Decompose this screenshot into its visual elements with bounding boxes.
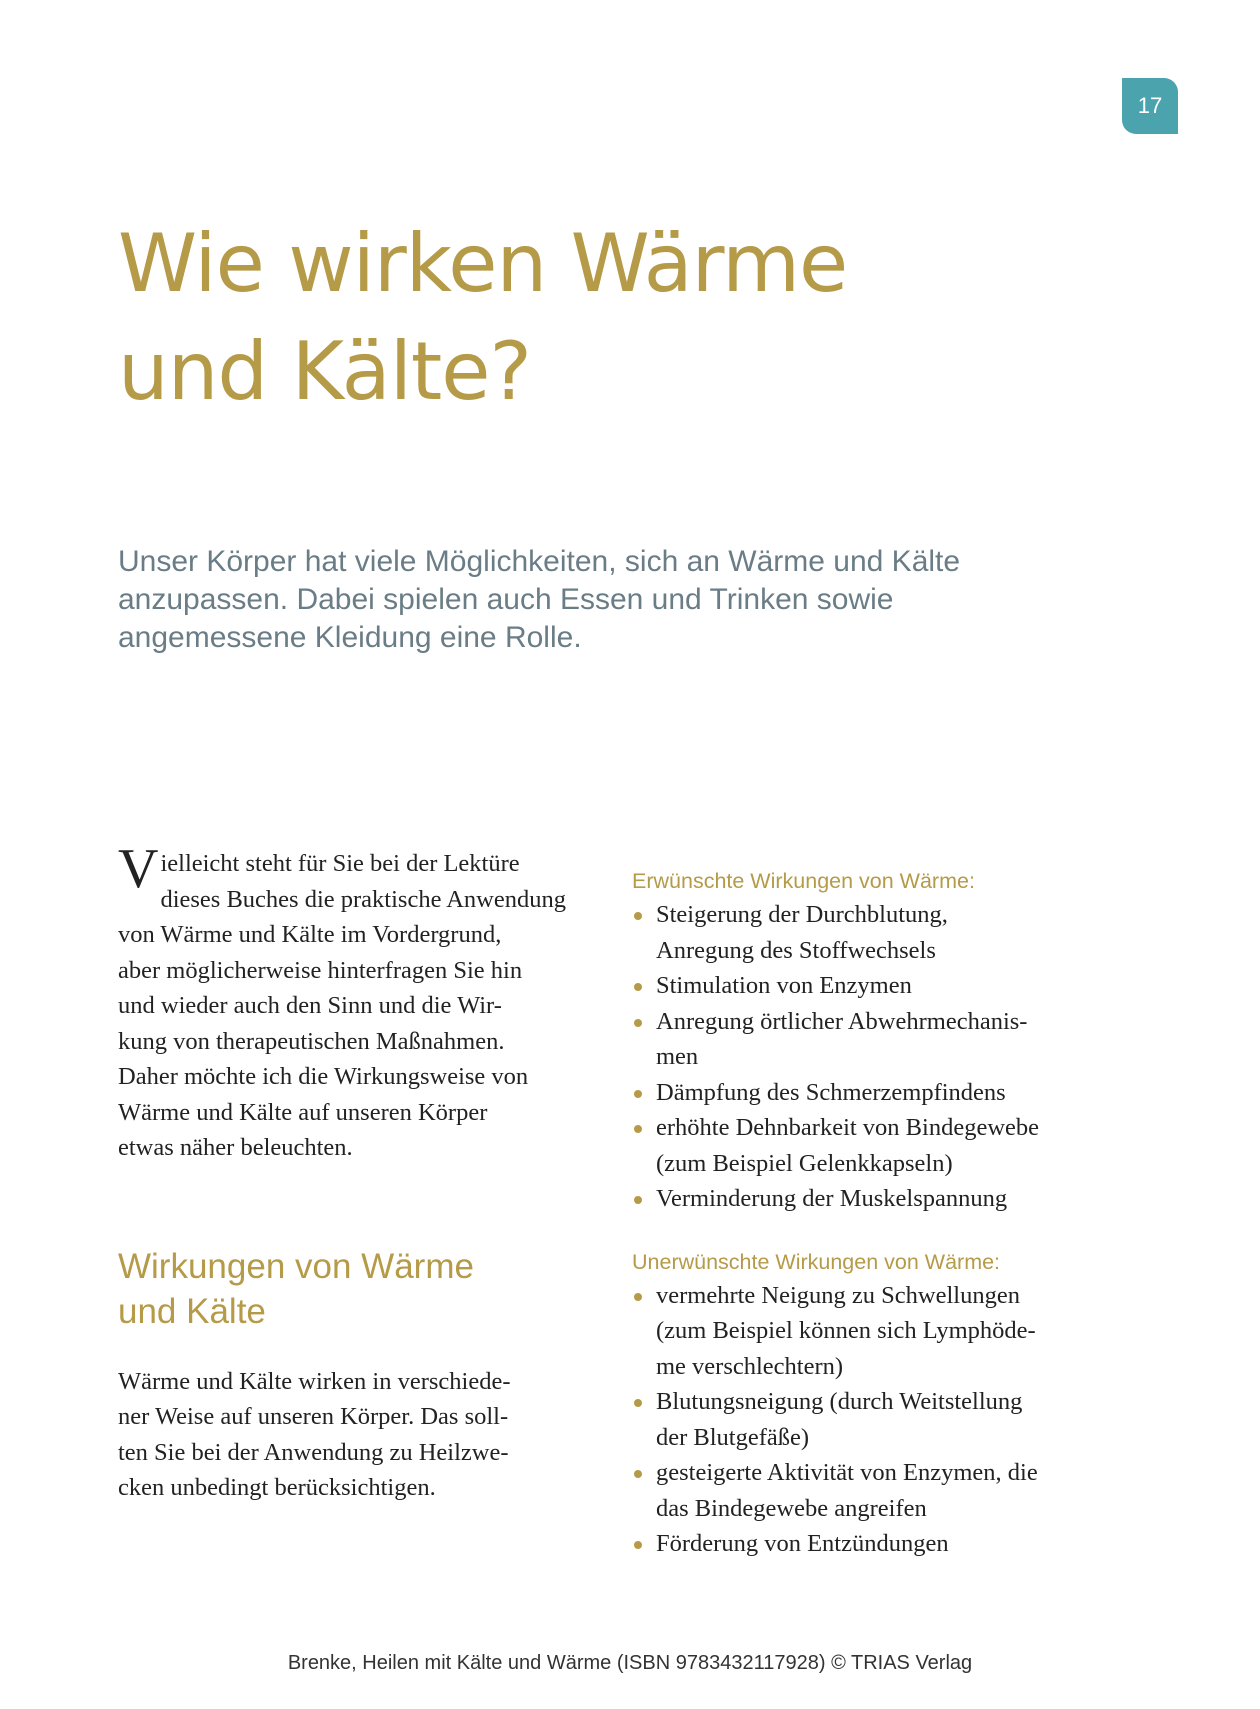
section-body-paragraph: Wärme und Kälte wirken in verschiede- ner Weise auf unseren Körper. Das soll- ten Sie bei der Anwendung zu Heilzwe- cken unbedingt berücksichtigen. (118, 1367, 511, 1501)
list-item (632, 897, 1152, 968)
desired-effects-heading: Erwünschte Wirkungen von Wärme: (632, 869, 975, 893)
right-column (632, 866, 1152, 1562)
list-item (632, 1278, 1152, 1385)
list-item-text: Steigerung der Durchblutung, Anregung des Stoffwechsels (656, 901, 948, 964)
intro-paragraph: Unser Körper hat viele Möglichkeiten, sich an Wärme und Kälte anzupassen. Dabei spielen auch Essen und Trinken sowie angemessene Kleidung eine Rolle. (118, 545, 961, 654)
bullet-icon (634, 1019, 642, 1027)
left-column (118, 838, 598, 1506)
bullet-icon (634, 1090, 642, 1098)
list-item-text: Förderung von Entzündungen (656, 1530, 949, 1557)
bullet-icon (634, 1470, 642, 1478)
list-item (632, 1075, 1152, 1111)
page-title: Wie wirken Wärme und Kälte? (118, 217, 848, 418)
undesired-effects-heading: Unerwünschte Wirkungen von Wärme: (632, 1249, 1001, 1274)
list-item (632, 968, 1152, 1004)
bullet-icon (634, 1399, 642, 1407)
list-item-text: Dämpfung des Schmerzempfindens (656, 1078, 1006, 1106)
paragraph-text: ielleicht steht für Sie bei der Lektüre dieses Buches die praktische Anwendung von Wärme und Kälte im Vordergrund, aber möglicherweise hinterfragen Sie hin und wieder auch den Sinn und die Wir- kung von therapeutischen Maßnahmen. Daher möchte ich die Wirkungsweise von Wärme und Kälte auf unseren Körper etwas näher beleuchten. (118, 850, 566, 1161)
list-item-text: Stimulation von Enzymen (656, 972, 912, 999)
bullet-icon (634, 983, 642, 991)
list-item-text: Blutungsneigung (durch Weitstellung der Blutgefäße) (656, 1388, 1023, 1451)
drop-cap: V (118, 838, 159, 900)
bullet-icon (634, 1196, 642, 1204)
list-item-text: Anregung örtlicher Abwehrmechanis- men (656, 1007, 1028, 1070)
list-item (632, 1384, 1152, 1455)
list-item (632, 1110, 1152, 1181)
bullet-icon (634, 1125, 642, 1133)
list-item-text: erhöhte Dehnbarkeit von Bindegewebe (zum Beispiel Gelenkkapseln) (656, 1114, 1040, 1177)
page-number: 17 (1137, 93, 1163, 118)
desired-effects-list (632, 897, 1152, 1217)
bullet-icon (634, 1293, 642, 1301)
list-item (632, 1455, 1152, 1526)
bullet-icon (634, 1541, 642, 1549)
page-number-badge (1122, 78, 1178, 134)
intro-body-paragraph (118, 838, 598, 1166)
list-item (632, 1526, 1152, 1562)
list-item (632, 1004, 1152, 1075)
undesired-effects-list (632, 1278, 1152, 1562)
bullet-icon (634, 912, 642, 920)
list-item-text: Verminderung der Muskelspannung (656, 1185, 1008, 1212)
section-heading: Wirkungen von Wärme und Kälte (118, 1246, 474, 1331)
footer-citation: Brenke, Heilen mit Kälte und Wärme (ISBN 9783432117928) © TRIAS Verlag (287, 1652, 973, 1674)
list-item-text: gesteigerte Aktivität von Enzymen, die das Bindegewebe angreifen (656, 1459, 1038, 1522)
list-item (632, 1181, 1152, 1217)
list-item-text: vermehrte Neigung zu Schwellungen (zum Beispiel können sich Lymphöde- me verschlechtern) (656, 1281, 1036, 1380)
